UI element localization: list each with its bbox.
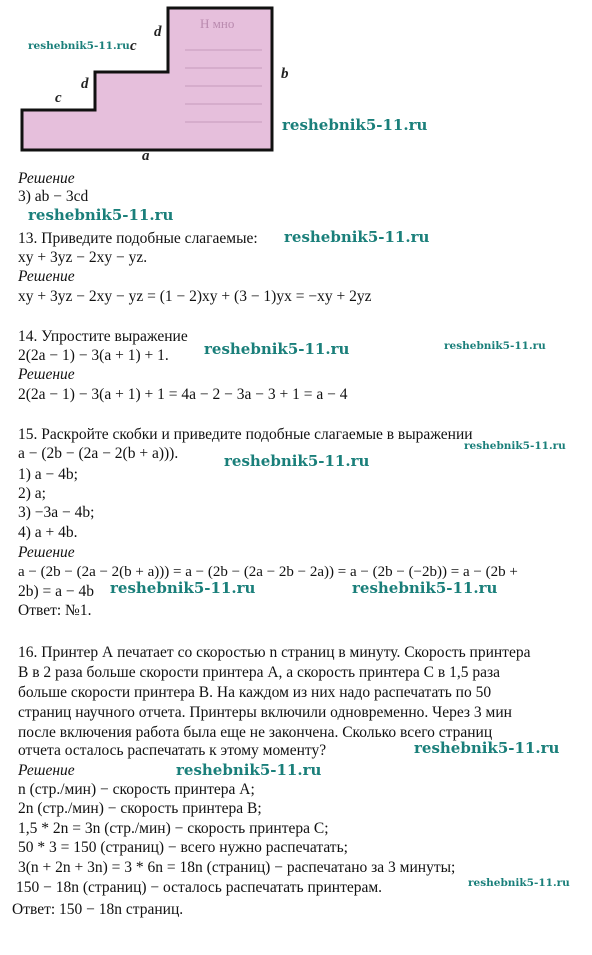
watermark: reshebnik5-11.ru — [282, 116, 428, 134]
figure-background-text: Н мно — [200, 16, 235, 31]
watermark: reshebnik5-11.ru — [414, 739, 560, 757]
solution-heading: Решение — [18, 268, 75, 285]
watermark: reshebnik5-11.ru — [224, 452, 370, 470]
watermark: reshebnik5-11.ru — [204, 340, 350, 358]
problem-16-step-3: 1,5 * 2n = 3n (стр./мин) − скорость принтера С; — [18, 820, 329, 837]
label-b: b — [281, 66, 289, 82]
label-c-bottom: c — [55, 90, 62, 106]
problem-16-text-line-1: 16. Принтер А печатает со скоростью n страниц в минуту. Скорость принтера — [18, 644, 531, 661]
problem-16-step-2: 2n (стр./мин) − скорость принтера В; — [18, 800, 262, 817]
problem-13-solution: xy + 3yz − 2xy − yz = (1 − 2)xy + (3 − 1)yx = −xy + 2yz — [18, 288, 372, 305]
watermark: reshebnik5-11.ru — [352, 579, 498, 597]
problem-15-answer: Ответ: №1. — [18, 602, 92, 619]
solution-heading: Решение — [18, 762, 75, 779]
problem-16-step-4: 50 * 3 = 150 (страниц) − всего нужно распечатать; — [18, 839, 348, 856]
watermark: reshebnik5-11.ru — [28, 206, 174, 224]
solution-heading: Решение — [18, 544, 75, 561]
problem-16-text-line-5: после включения работа была еще не закончена. Сколько всего страниц — [18, 724, 493, 741]
problem-15-option-4: 4) a + 4b. — [18, 524, 78, 541]
solution-answer: 3) ab − 3cd — [18, 188, 89, 205]
problem-16-step-5: 3(n + 2n + 3n) = 3 * 6n = 18n (страниц) − распечатано за 3 минуты; — [18, 859, 456, 876]
problem-16-step-6: 150 − 18n (страниц) − осталось распечатать принтерам. — [16, 879, 383, 896]
problem-16-text-line-3: больше скорости принтера В. На каждом из них надо распечатать по 50 — [18, 684, 492, 701]
watermark: reshebnik5-11.ru — [464, 440, 566, 452]
problem-16-text-line-6: отчета осталось распечатать к этому моменту? — [18, 742, 327, 759]
problem-15-expression: a − (2b − (2a − 2(b + a))). — [18, 445, 179, 462]
watermark: reshebnik5-11.ru — [110, 579, 256, 597]
problem-15-option-2: 2) a; — [18, 485, 46, 502]
problem-16-step-1: n (стр./мин) − скорость принтера А; — [18, 781, 255, 798]
label-c-top: c — [130, 38, 137, 54]
watermark: reshebnik5-11.ru — [284, 228, 430, 246]
watermark: reshebnik5-11.ru — [468, 877, 570, 889]
problem-14-solution: 2(2a − 1) − 3(a + 1) + 1 = 4a − 2 − 3a − 3 + 1 = a − 4 — [18, 386, 348, 403]
watermark: reshebnik5-11.ru — [444, 340, 546, 352]
problem-13-expression: xy + 3yz − 2xy − yz. — [18, 249, 148, 266]
solution-heading: Решение — [18, 366, 75, 383]
watermark: reshebnik5-11.ru — [28, 40, 130, 52]
label-d-top: d — [154, 24, 162, 40]
problem-16-text-line-2: В в 2 раза больше скорости принтера А, а скорость принтера С в 1,5 раза — [18, 664, 500, 681]
problem-15-title: 15. Раскройте скобки и приведите подобные слагаемые в выражении — [18, 426, 473, 443]
watermark: reshebnik5-11.ru — [176, 761, 322, 779]
problem-15-option-3: 3) −3a − 4b; — [18, 504, 95, 521]
solution-heading: Решение — [18, 170, 75, 187]
problem-13-title: 13. Приведите подобные слагаемые: — [18, 230, 258, 247]
problem-14-expression: 2(2a − 1) − 3(a + 1) + 1. — [18, 347, 169, 364]
label-d-bottom: d — [81, 76, 89, 92]
problem-15-option-1: 1) a − 4b; — [18, 466, 78, 483]
problem-16-text-line-4: страниц научного отчета. Принтеры включили одновременно. Через 3 мин — [18, 704, 512, 721]
stepped-shape — [22, 8, 272, 150]
problem-15-solution-line-1: a − (2b − (2a − 2(b + a))) = a − (2b − (2a − 2b − 2a)) = a − (2b − (−2b)) = a − (2b + — [18, 564, 518, 580]
problem-15-solution-line-2: 2b) = a − 4b — [18, 583, 95, 600]
problem-16-answer: Ответ: 150 − 18n страниц. — [12, 901, 184, 918]
problem-14-title: 14. Упростите выражение — [18, 328, 188, 345]
label-a: a — [142, 148, 150, 164]
